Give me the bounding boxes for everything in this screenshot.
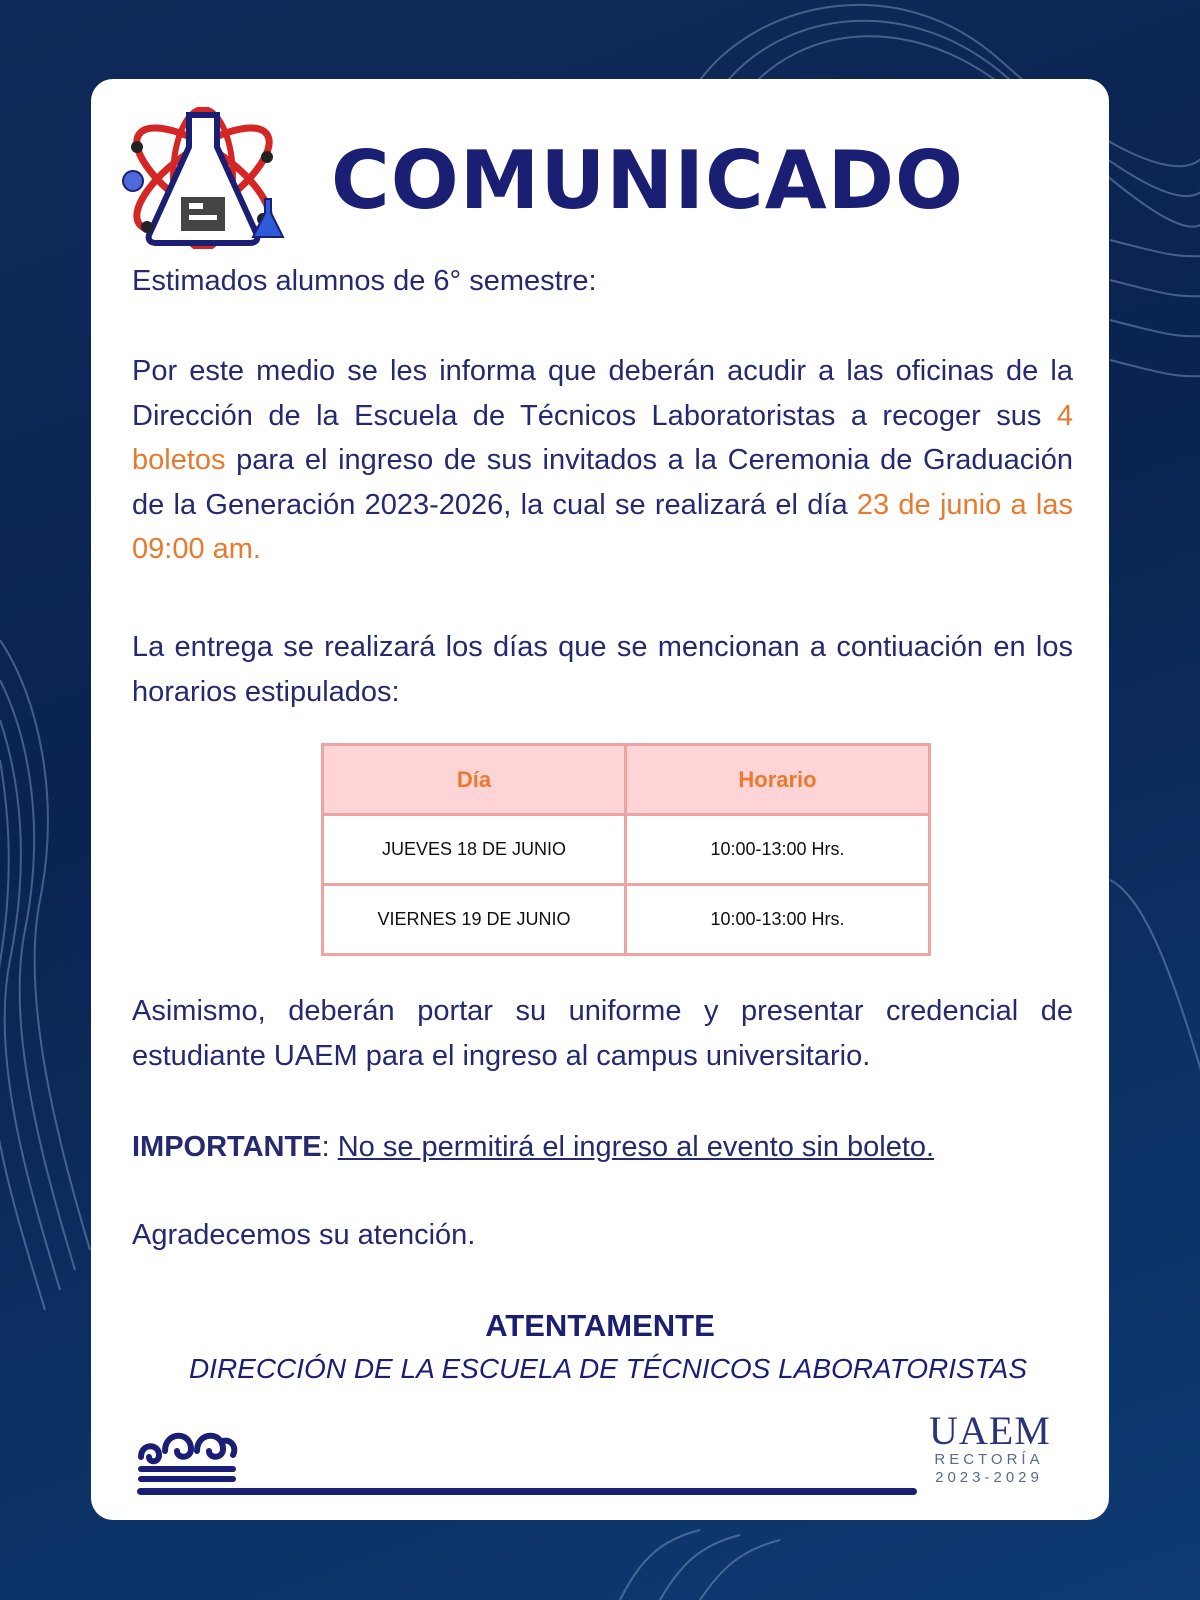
paragraph-uniform-requirement: Asimismo, deberán portar su uniforme y presentar credencial de estudiante UAEM para el ingreso al campus universitario. [132,995,1073,1072]
table-cell-day: JUEVES 18 DE JUNIO [323,815,626,885]
paragraph-text: Por este medio se les informa que deberán acudir a las oficinas de la Dirección de la Escuela de Técnicos Laboratoristas a recoger sus [132,355,1073,432]
greeting: Estimados alumnos de 6° semestre: [132,265,597,297]
rectoria-period: 2023-2029 [935,1469,1043,1486]
uaem-rectoria-logo [929,1408,1051,1487]
footer-divider-line [137,1488,917,1495]
table-row [323,815,930,885]
signature-closing: ATENTAMENTE [485,1308,715,1343]
table-header-row [323,745,930,815]
table-cell-day: VIERNES 19 DE JUNIO [323,885,626,955]
announcement-card [91,79,1109,1520]
page-title: COMUNICADO [331,134,965,227]
table-cell-time: 10:00-13:00 Hrs. [626,885,930,955]
important-label: IMPORTANTE [132,1131,322,1163]
lab-flask-atom-logo [117,107,289,249]
important-text: No se permitirá el ingreso al evento sin boleto. [337,1131,935,1163]
paragraph-ticket-pickup [132,349,1073,572]
column-header-day: Día [323,745,626,815]
important-separator: : [321,1131,338,1163]
uaem-brand: UAEM [929,1408,1051,1453]
schedule-table [321,743,931,956]
paragraph-delivery-schedule: La entrega se realizará los días que se mencionan a contiuación en los horarios estipulados: [132,631,1073,708]
highlight-ceremony-date: 23 de junio a las 09:00 am. [132,488,1073,565]
table-cell-time: 10:00-13:00 Hrs. [626,815,930,885]
highlight-ticket-count: 4 boletos [132,399,1073,476]
thanks-text: Agradecemos su atención. [132,1219,476,1251]
signature-office: DIRECCIÓN DE LA ESCUELA DE TÉCNICOS LABORATORISTAS [188,1353,1028,1384]
paragraph-text: para el ingreso de sus invitados a la Ceremonia de Graduación de la Generación 2023-2026, la cual se realizará el día [132,444,1073,521]
waves-glyph-icon [135,1421,241,1491]
column-header-time: Horario [626,745,930,815]
table-row [323,885,930,955]
rectoria-label: RECTORÍA [934,1451,1044,1468]
important-notice [132,1125,1073,1170]
